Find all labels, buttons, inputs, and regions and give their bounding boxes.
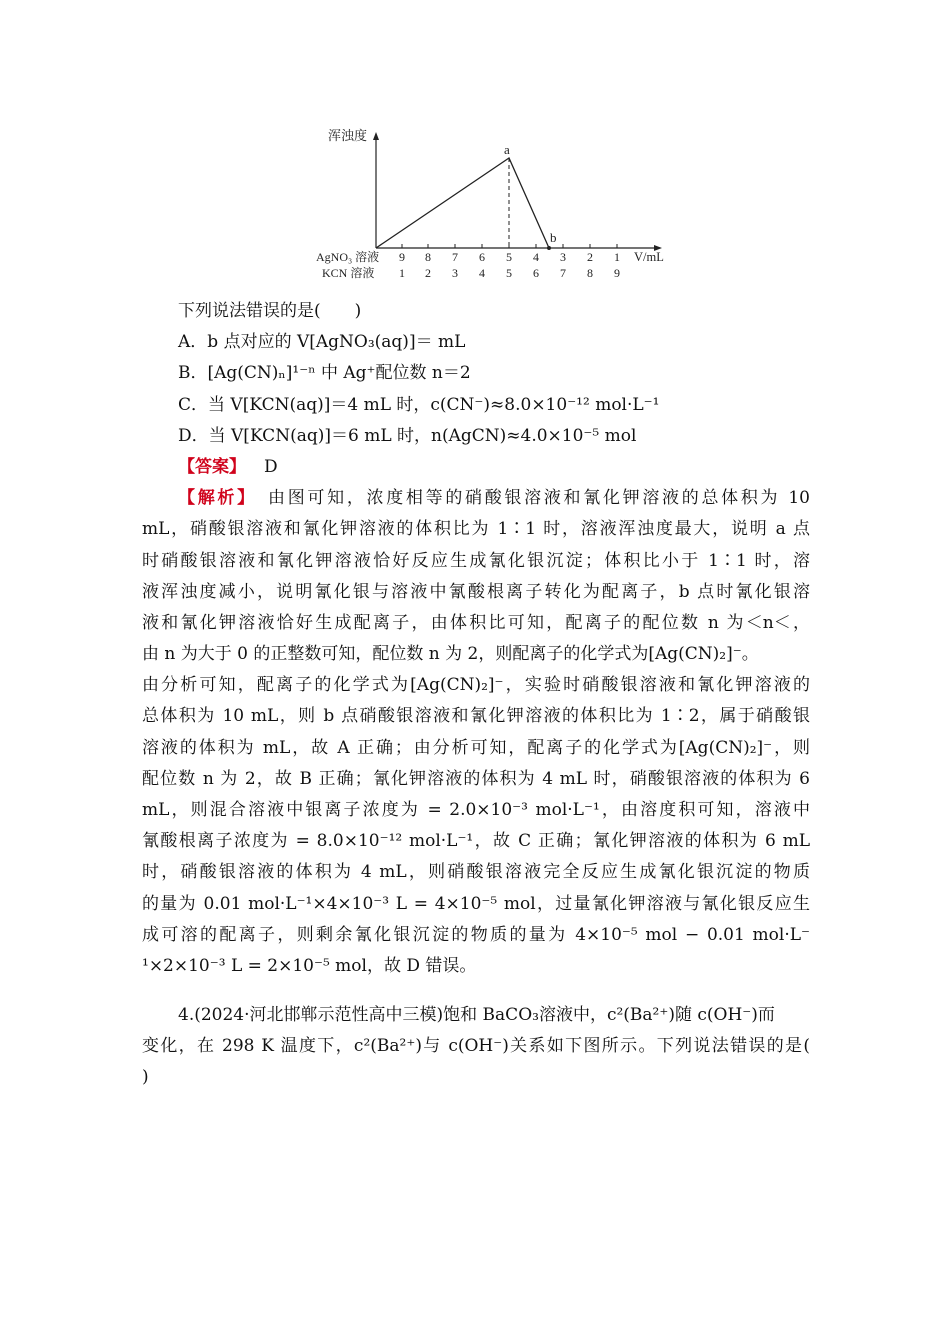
x-axis-label: V/mL: [634, 250, 664, 264]
svg-text:6: 6: [533, 266, 539, 280]
analysis-label: 【解析】: [178, 488, 249, 509]
svg-text:7: 7: [560, 266, 566, 280]
agno3-ticks: [399, 250, 620, 264]
svg-text:2: 2: [587, 250, 593, 264]
svg-text:1: 1: [399, 266, 405, 280]
svg-text:1: 1: [614, 250, 620, 264]
analysis-line: mL，则混合溶液中银离子浓度为 = 2.0×10⁻³ mol·L⁻¹，由溶度积可知，溶液中: [142, 800, 810, 820]
question-4-line: 4.(2024·河北邯郸示范性高中三模)饱和 BaCO₃溶液中，c²(Ba²⁺)随 c(OH⁻)而: [178, 1005, 775, 1025]
svg-text:2: 2: [425, 266, 431, 280]
point-b-marker: [547, 246, 551, 250]
analysis-line-1: 【解析】 由图可知，浓度相等的硝酸银溶液和氰化钾溶液的总体积为 10: [178, 488, 810, 509]
answer-label: 【答案】: [178, 456, 246, 477]
analysis-line: 的量为 0.01 mol·L⁻¹×4×10⁻³ L = 4×10⁻⁵ mol，过量氰化钾溶液与氰化银反应生: [142, 893, 810, 914]
y-axis-arrow: [373, 132, 379, 140]
answer-value: D: [264, 456, 278, 477]
turbidity-chart: [300, 120, 680, 290]
svg-text:3: 3: [560, 250, 566, 264]
turbidity-line: [376, 158, 549, 248]
analysis-line: 液浑浊度减小，说明氰化银与溶液中氰酸根离子转化为配离子，b 点时氰化银溶: [142, 581, 810, 602]
option-a: A．b 点对应的 V[AgNO₃(aq)]＝ mL: [178, 332, 466, 353]
analysis-line: 配位数 n 为 2，故 B 正确；氰化钾溶液的体积为 4 mL 时，硝酸银溶液的体积为 6: [142, 768, 810, 789]
question-3: [142, 296, 810, 982]
option-b: B．[Ag(CN)ₙ]¹⁻ⁿ 中 Ag⁺配位数 n＝2: [178, 363, 471, 384]
analysis-line: 总体积为 10 mL，则 b 点硝酸银溶液和氰化钾溶液的体积比为 1∶2，属于硝酸银: [142, 706, 810, 727]
analysis-line: 液和氰化钾溶液恰好生成配离子，由体积比可知，配离子的配位数 n 为＜n＜，: [142, 612, 810, 633]
svg-text:7: 7: [452, 250, 458, 264]
svg-text:8: 8: [425, 250, 431, 264]
svg-text:4: 4: [479, 266, 485, 280]
svg-text:6: 6: [479, 250, 485, 264]
svg-text:5: 5: [506, 250, 512, 264]
agno3-row-label: AgNO₃ 溶液: [316, 250, 380, 264]
analysis-line: ¹×2×10⁻³ L = 2×10⁻⁵ mol，故 D 错误。: [142, 955, 477, 976]
kcn-row-label: KCN 溶液: [322, 266, 375, 280]
analysis-line: 溶液的体积为 mL，故 A 正确；由分析可知，配离子的化学式为[Ag(CN)₂]⁻，则: [142, 737, 810, 758]
analysis-line: 氰酸根离子浓度为 = 8.0×10⁻¹² mol·L⁻¹，故 C 正确；氰化钾溶液的体积为 6 mL: [142, 831, 810, 852]
point-a-label: a: [504, 142, 510, 157]
point-b-label: b: [550, 230, 557, 245]
svg-text:3: 3: [452, 266, 458, 280]
svg-text:9: 9: [399, 250, 405, 264]
analysis-line: 成可溶的配离子，则剩余氰化银沉淀的物质的量为 4×10⁻⁵ mol − 0.01 mol·L⁻: [142, 924, 810, 945]
analysis-line: 时硝酸银溶液和氰化钾溶液恰好反应生成氰化银沉淀；体积比小于 1∶1 时，溶: [142, 550, 810, 571]
option-d: D．当 V[KCN(aq)]＝6 mL 时，n(AgCN)≈4.0×10⁻⁵ mol: [178, 425, 637, 446]
svg-text:8: 8: [587, 266, 593, 280]
analysis-line: 由 n 为大于 0 的正整数可知，配位数 n 为 2，则配离子的化学式为[Ag(CN)₂]⁻。: [142, 644, 759, 665]
svg-text:5: 5: [506, 266, 512, 280]
analysis-line: 时，硝酸银溶液的体积为 4 mL，则硝酸银溶液完全反应生成氰化银沉淀的物质: [142, 862, 810, 883]
option-c: C．当 V[KCN(aq)]＝4 mL 时，c(CN⁻)≈8.0×10⁻¹² mol·L⁻¹: [178, 394, 660, 415]
question-stem: 下列说法错误的是( ): [178, 301, 362, 321]
kcn-ticks: [399, 266, 620, 280]
question-4-line: ): [142, 1067, 149, 1088]
analysis-line: mL，硝酸银溶液和氰化钾溶液的体积比为 1∶1 时，溶液浑浊度最大，说明 a 点: [142, 519, 810, 540]
svg-text:4: 4: [533, 250, 539, 264]
analysis-line: 由分析可知，配离子的化学式为[Ag(CN)₂]⁻，实验时硝酸银溶液和氰化钾溶液的: [142, 675, 810, 696]
question-4-line: 变化，在 298 K 温度下，c²(Ba²⁺)与 c(OH⁻)关系如下图所示。下列说法错误的是(: [142, 1036, 810, 1057]
question-4: [142, 1000, 810, 1094]
svg-text:9: 9: [614, 266, 620, 280]
y-axis-label: 浑浊度: [328, 128, 368, 143]
turbidity-figure: [300, 120, 680, 290]
answer-row: [142, 452, 810, 483]
